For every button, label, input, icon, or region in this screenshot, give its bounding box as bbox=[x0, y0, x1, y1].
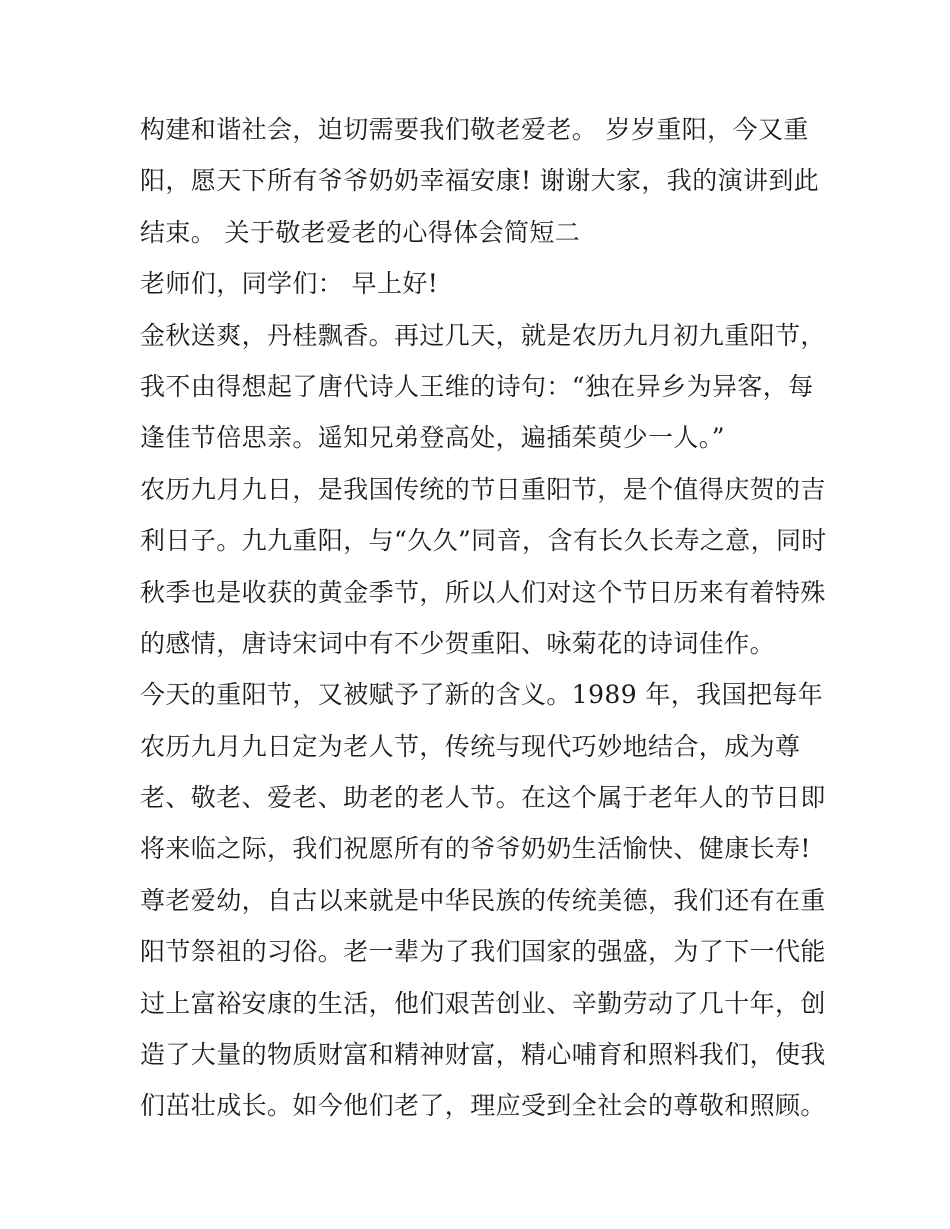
text-line: 逢佳节倍思亲。遥知兄弟登高处，遍插茱萸少一人。” bbox=[140, 423, 725, 453]
text-line: 尊老爱幼，自古以来就是中华民族的传统美德，我们还有在重 bbox=[140, 885, 826, 915]
text-line: 今天的重阳节，又被赋予了新的含义。1989 年，我国把每年 bbox=[140, 680, 824, 710]
text-line: 农历九月九日定为老人节，传统与现代巧妙地结合，成为尊 bbox=[140, 731, 801, 761]
text-line: 阳节祭祖的习俗。老一辈为了我们国家的强盛，为了下一代能 bbox=[140, 937, 826, 967]
text-line: 造了大量的物质财富和精神财富，精心哺育和照料我们，使我 bbox=[140, 1040, 826, 1070]
document-body bbox=[140, 104, 830, 1132]
text-line: 金秋送爽，丹桂飘香。再过几天，就是农历九月初九重阳节， bbox=[140, 320, 826, 350]
text-line: 结束。 关于敬老爱老的心得体会简短二 bbox=[140, 217, 581, 247]
text-line: 农历九月九日，是我国传统的节日重阳节，是个值得庆贺的吉 bbox=[140, 474, 826, 504]
text-line: 的感情，唐诗宋词中有不少贺重阳、咏菊花的诗词佳作。 bbox=[140, 628, 776, 658]
text-line: 过上富裕安康的生活，他们艰苦创业、辛勤劳动了几十年，创 bbox=[140, 988, 826, 1018]
text-line: 将来临之际，我们祝愿所有的爷爷奶奶生活愉快、健康长寿! bbox=[140, 834, 811, 864]
text-line: 构建和谐社会，迫切需要我们敬老爱老。 岁岁重阳，今又重 bbox=[140, 115, 809, 144]
text-line: 我不由得想起了唐代诗人王维的诗句：“独在异乡为异客，每 bbox=[140, 371, 814, 401]
text-line: 老、敬老、爱老、助老的老人节。在这个属于老年人的节日即 bbox=[140, 783, 826, 813]
text-line: 们茁壮成长。如今他们老了，理应受到全社会的尊敬和照顾。 bbox=[140, 1091, 826, 1121]
text-line: 阳，愿天下所有爷爷奶奶幸福安康! 谢谢大家，我的演讲到此 bbox=[140, 166, 820, 196]
text-line: 老师们，同学们： 早上好! bbox=[140, 269, 439, 299]
text-line: 利日子。九九重阳，与“久久”同音，含有长久长寿之意，同时 bbox=[140, 526, 827, 556]
text-line: 秋季也是收获的黄金季节，所以人们对这个节日历来有着特殊 bbox=[140, 577, 826, 607]
